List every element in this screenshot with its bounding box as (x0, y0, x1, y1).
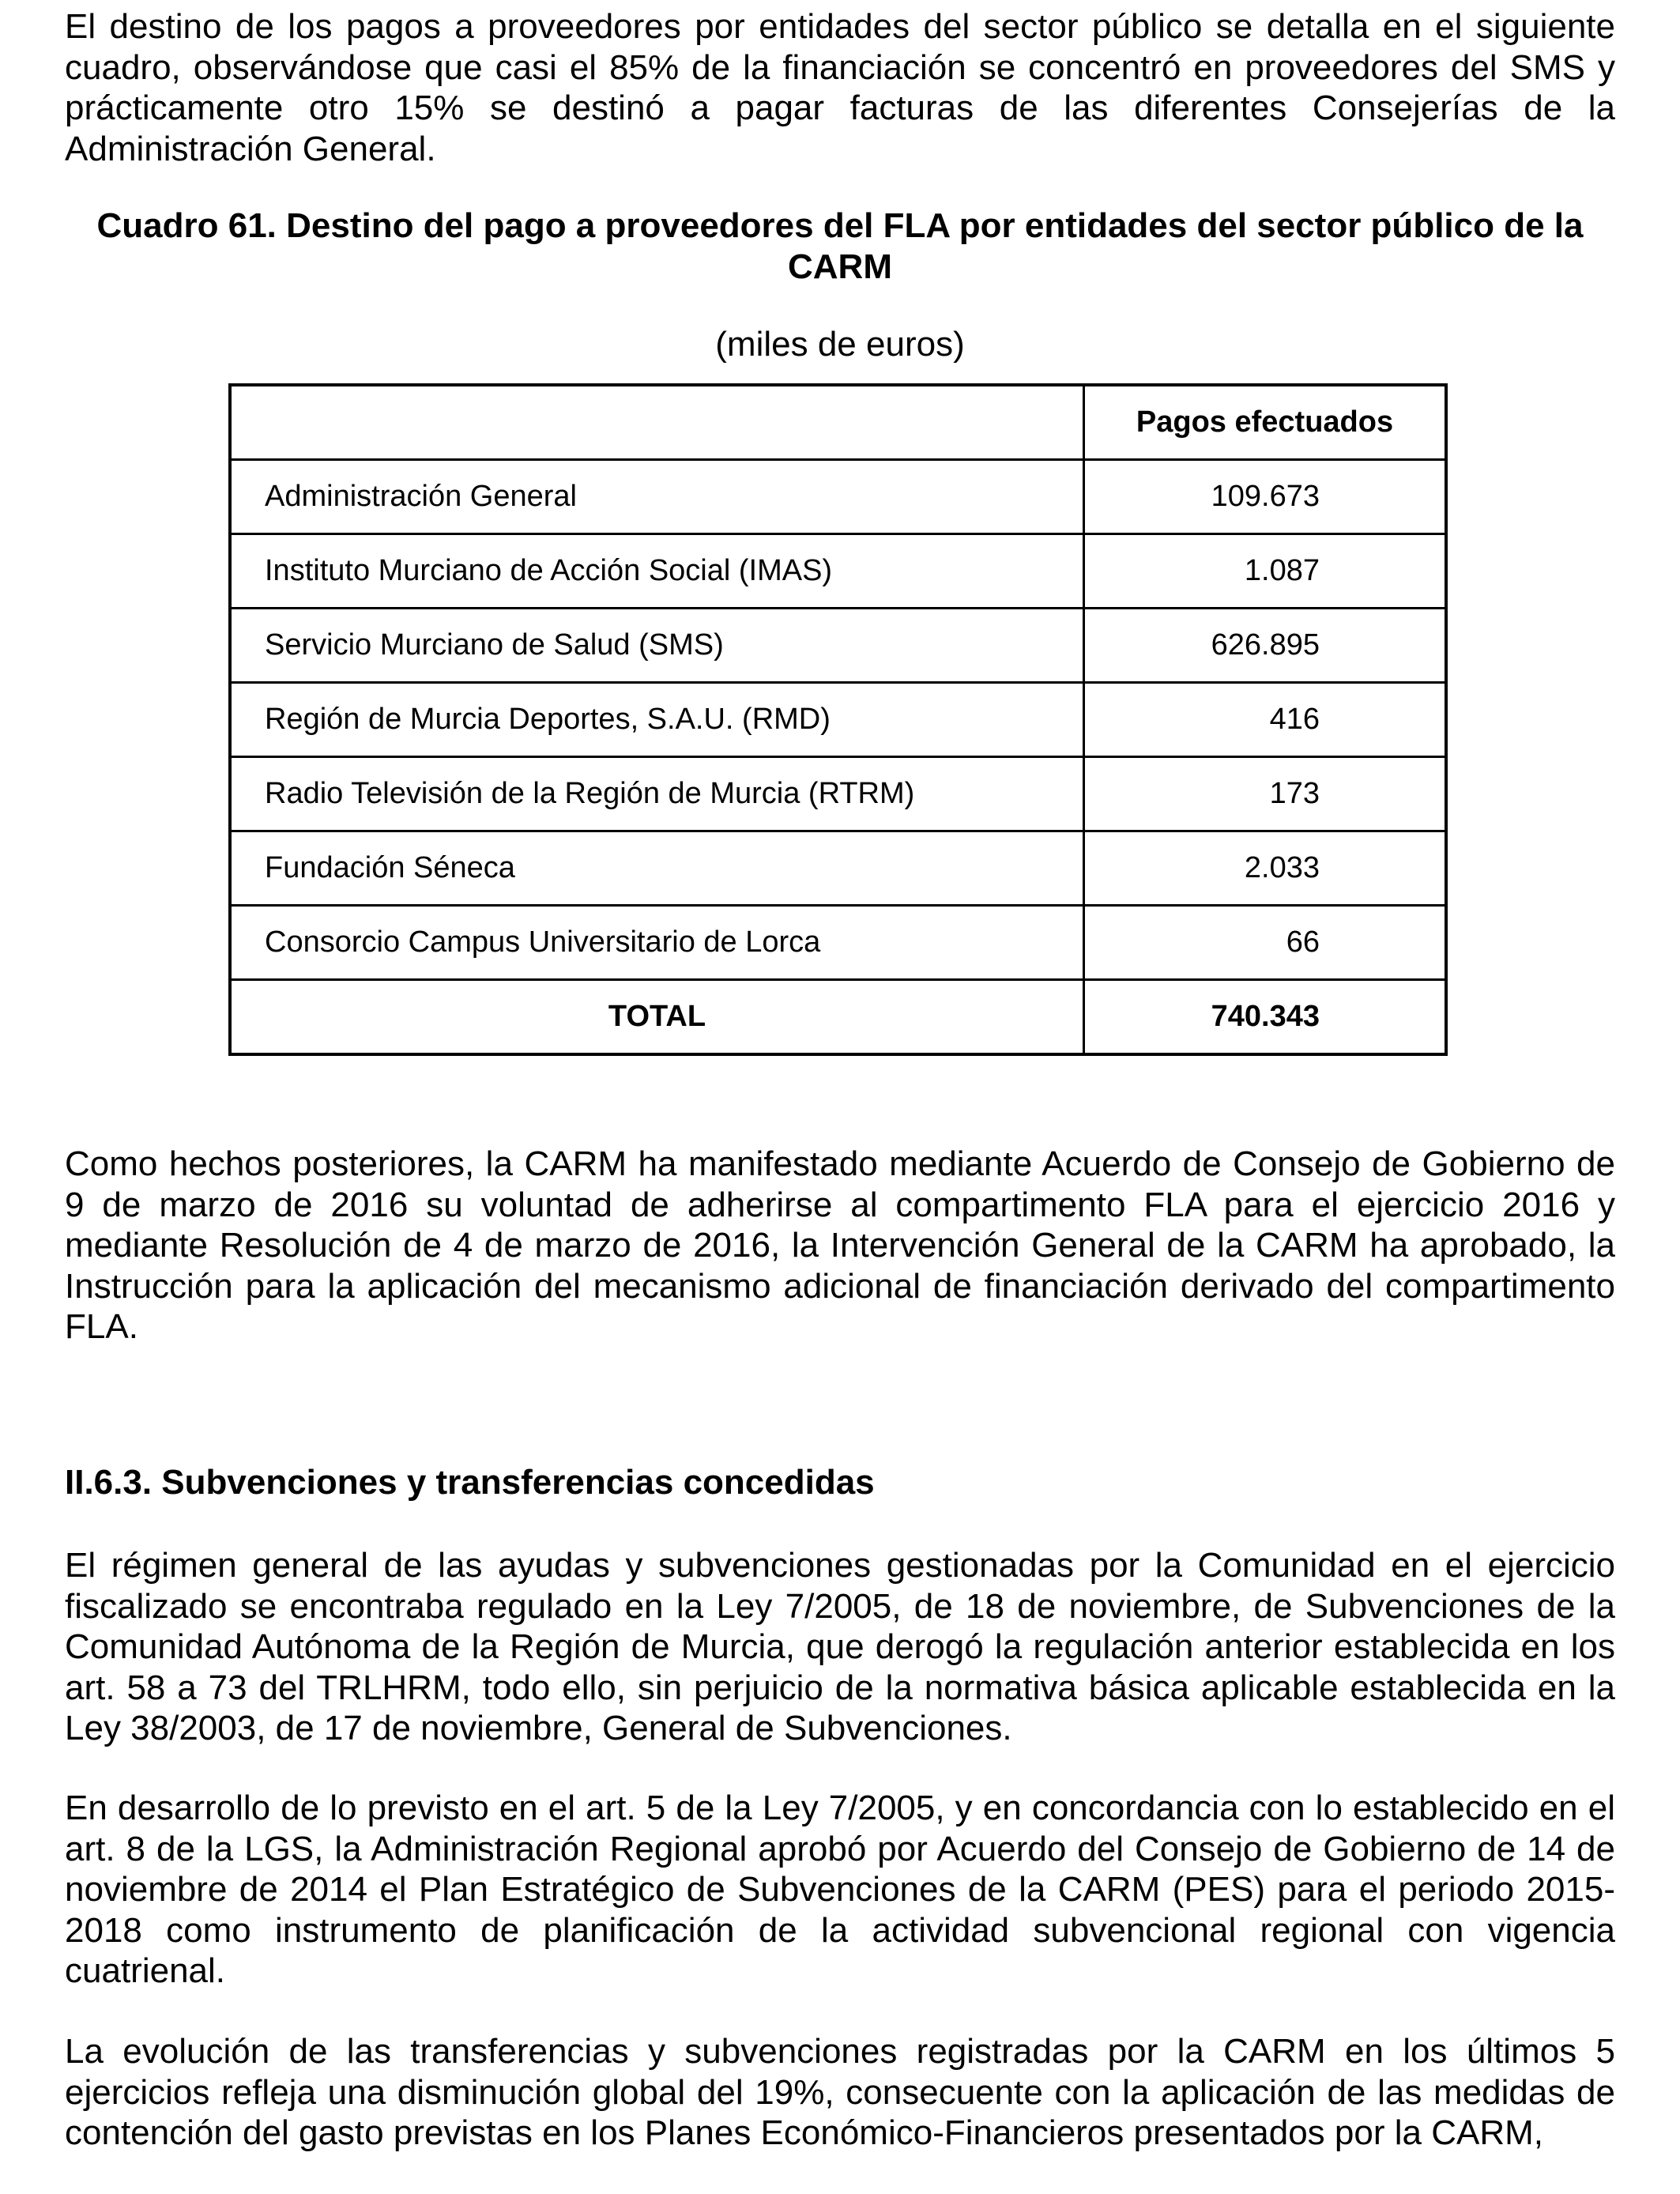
table-cell-entity: Región de Murcia Deportes, S.A.U. (RMD) (230, 683, 1084, 757)
table-caption (65, 205, 1615, 287)
intro-paragraph: El destino de los pagos a proveedores por entidades del sector público se detalla en el siguiente cuadro, observándose que casi el 85% de la financiación se concentró en proveedores del SMS y prácticamente otro 15% se destinó a pagar facturas de las diferentes Consejerías de la Administración General. (65, 7, 1615, 168)
body-paragraph: En desarrollo de lo previsto en el art. 5 de la Ley 7/2005, y en concordancia con lo establecido en el art. 8 de la LGS, la Administración Regional aprobó por Acuerdo del Consejo de Gobierno de 14 de noviembre de 2014 el Plan Estratégico de Subvenciones de la CARM (PES) para el periodo 2015-2018 como instrumento de planificación de la actividad subvencional regional con vigencia cuatrienal. (65, 1789, 1615, 1990)
table-cell-entity: Instituto Murciano de Acción Social (IMAS) (230, 534, 1084, 609)
table-total-row (230, 980, 1446, 1055)
table-row (230, 906, 1446, 980)
table-cell-value: 416 (1084, 683, 1447, 757)
table-header-payments: Pagos efectuados (1084, 385, 1447, 460)
table-cell-value: 173 (1084, 757, 1447, 831)
table-total-label: TOTAL (230, 980, 1084, 1055)
subsequent-events-paragraph: Como hechos posteriores, la CARM ha manifestado mediante Acuerdo de Consejo de Gobierno de 9 de marzo de 2016 su voluntad de adherirse al compartimento FLA para el ejercicio 2016 y mediante Resolución de 4 de marzo de 2016, la Intervención General de la CARM ha aprobado, la Instrucción para la aplicación del mecanismo adicional de financiación derivado del compartimento FLA. (65, 1144, 1615, 1346)
table-header-entity (230, 385, 1084, 460)
table-row (230, 757, 1446, 831)
table-row (230, 460, 1446, 534)
table-total-value: 740.343 (1084, 980, 1447, 1055)
table-row (230, 831, 1446, 906)
table-cell-value: 2.033 (1084, 831, 1447, 906)
table-cell-value: 109.673 (1084, 460, 1447, 534)
table-cell-value: 1.087 (1084, 534, 1447, 609)
table-cell-value: 626.895 (1084, 609, 1447, 683)
payments-table (228, 383, 1448, 1056)
table-cell-entity: Fundación Séneca (230, 831, 1084, 906)
table-header-row (230, 385, 1446, 460)
table-row (230, 534, 1446, 609)
table-caption-line2: CARM (788, 247, 892, 286)
table-cell-entity: Radio Televisión de la Región de Murcia (RTRM) (230, 757, 1084, 831)
table-cell-entity: Administración General (230, 460, 1084, 534)
table-row (230, 683, 1446, 757)
table-caption-line1: Cuadro 61. Destino del pago a proveedores del FLA por entidades del sector público de la (96, 206, 1584, 245)
table-cell-entity: Servicio Murciano de Salud (SMS) (230, 609, 1084, 683)
body-paragraph: El régimen general de las ayudas y subvenciones gestionadas por la Comunidad en el ejercicio fiscalizado se encontraba regulado en la Ley 7/2005, de 18 de noviembre, de Subvenciones de la Comunidad Autónoma de la Región de Murcia, que derogó la regulación anterior establecida en los art. 58 a 73 del TRLHRM, todo ello, sin perjuicio de la normativa básica aplicable establecida en la Ley 38/2003, de 17 de noviembre, General de Subvenciones. (65, 1546, 1615, 1747)
table-cell-value: 66 (1084, 906, 1447, 980)
body-paragraph: La evolución de las transferencias y subvenciones registradas por la CARM en los últimos 5 ejercicios refleja una disminución global del 19%, consecuente con la aplicación de las medidas de contención del gasto previstas en los Planes Económico-Financieros presentados por la CARM, (65, 2032, 1615, 2152)
table-cell-entity: Consorcio Campus Universitario de Lorca (230, 906, 1084, 980)
table-units: (miles de euros) (715, 325, 965, 364)
section-heading: II.6.3. Subvenciones y transferencias concedidas (65, 1463, 875, 1502)
table-row (230, 609, 1446, 683)
